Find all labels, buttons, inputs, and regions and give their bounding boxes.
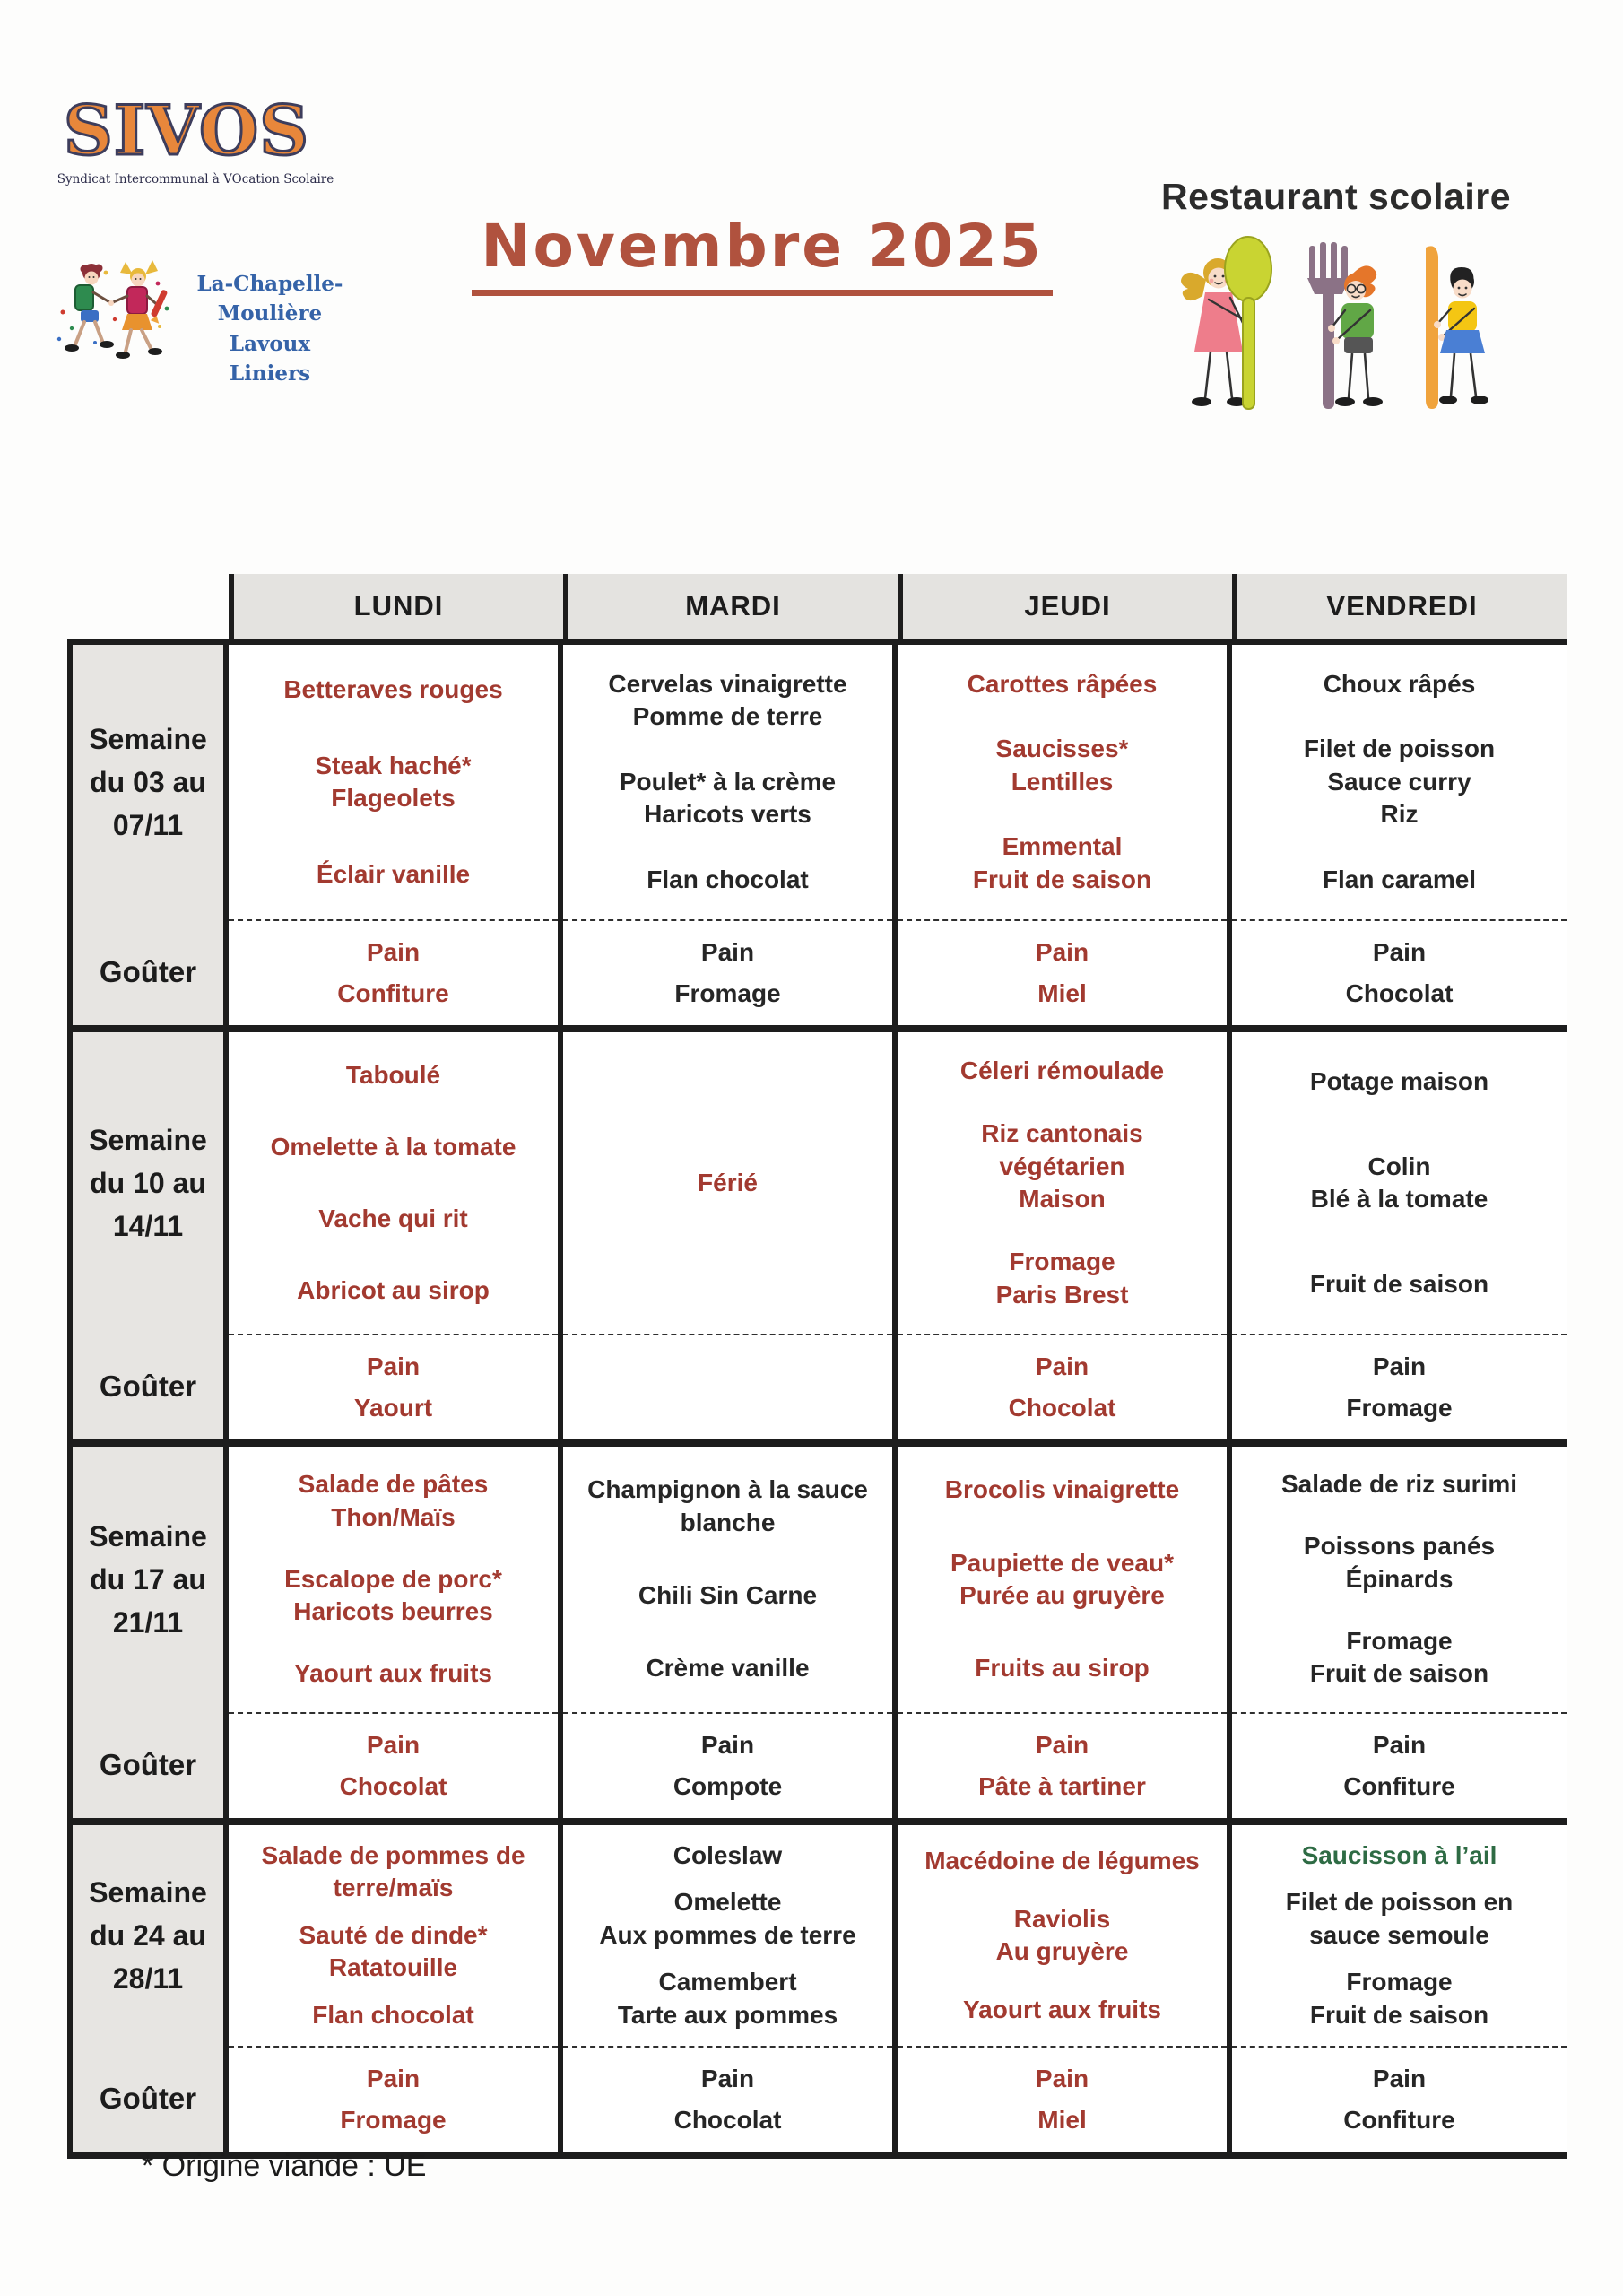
week-label <box>73 1447 223 1712</box>
week-label-line: du 03 au <box>90 766 206 798</box>
menu-line: Yaourt aux fruits <box>294 1659 492 1688</box>
menu-group <box>1310 1625 1488 1691</box>
menu-cell-week2-day2 <box>563 1032 898 1439</box>
menu-group <box>261 1839 525 1905</box>
menu-line: Crème vanille <box>646 1654 810 1683</box>
menu-line: Haricots beurres <box>293 1597 493 1626</box>
menu-cell-week3-day1 <box>229 1447 563 1818</box>
gouter-section <box>563 1334 892 1439</box>
gouter-section <box>1232 2046 1567 2152</box>
menu-line: Macédoine de légumes <box>924 1847 1200 1875</box>
menu-line: Salade de riz surimi <box>1281 1470 1517 1499</box>
menu-line: Colin <box>1367 1152 1431 1180</box>
menu-cell-main <box>1232 645 1567 919</box>
gouter-section <box>229 1334 558 1439</box>
menu-group <box>297 1274 490 1307</box>
menu-cell-week1-day4 <box>1232 645 1567 1025</box>
menu-line: Omelette à la tomate <box>270 1132 516 1161</box>
gouter-line: Fromage <box>1346 1394 1453 1422</box>
town-name: Lavoux <box>229 331 311 356</box>
menu-cell-main <box>229 645 558 919</box>
menu-cell-week3-day4 <box>1232 1447 1567 1818</box>
menu-cell-main <box>898 645 1227 919</box>
gouter-section <box>563 1712 892 1818</box>
gouter-line: Pain <box>1035 1352 1089 1380</box>
gouter-line: Pain <box>366 2064 421 2092</box>
menu-group <box>271 1131 516 1163</box>
menu-cell-week3-day3 <box>898 1447 1232 1818</box>
menu-line: Blé à la tomate <box>1310 1184 1488 1213</box>
menu-group <box>283 674 502 706</box>
week-label <box>73 1825 223 2046</box>
gouter-section <box>898 1334 1227 1439</box>
menu-line: Sauté de dinde* <box>299 1920 488 1949</box>
menu-cell-main <box>563 1032 892 1334</box>
menu-group <box>963 1994 1161 2026</box>
menu-line: Coleslaw <box>673 1841 783 1869</box>
menu-group <box>620 766 836 831</box>
menu-line: Poulet* à la crème <box>619 767 837 796</box>
menu-cell-main <box>563 1447 892 1712</box>
gouter-line: Yaourt <box>353 1394 433 1422</box>
menu-line: Emmental <box>1002 832 1123 861</box>
week-label-line: du 17 au <box>90 1563 206 1596</box>
menu-group <box>996 1246 1129 1311</box>
restaurant-illustration <box>1166 226 1497 441</box>
menu-line: terre/maïs <box>333 1874 454 1902</box>
week-label-line: 14/11 <box>112 1210 184 1242</box>
restaurant-heading: Restaurant scolaire <box>1160 176 1512 217</box>
menu-line: Saucisses* <box>995 735 1129 763</box>
menu-group <box>960 1055 1164 1087</box>
sivos-logo-text: SIVOS <box>63 91 310 170</box>
menu-group <box>1281 1468 1517 1500</box>
page-title: Novembre 2025 <box>472 212 1052 296</box>
menu-group <box>996 1903 1129 1969</box>
week-label <box>73 645 223 919</box>
day-header-lundi: LUNDI <box>229 574 563 639</box>
week-label-line: 07/11 <box>112 809 184 841</box>
menu-group <box>950 1547 1174 1613</box>
month-title-wrap <box>412 212 1112 296</box>
gouter-line: Pain <box>1035 1730 1089 1759</box>
menu-line: Brocolis vinaigrette <box>944 1475 1180 1504</box>
week-row-3 <box>67 1447 1567 1825</box>
table-body <box>67 645 1567 2159</box>
menu-line: Cervelas vinaigrette <box>608 670 847 698</box>
menu-line: Salade de pommes de <box>261 1841 525 1869</box>
menu-group <box>1310 1966 1488 2031</box>
menu-cell-main <box>563 645 892 919</box>
menu-line: Fromage <box>1346 1968 1453 1996</box>
week-label-line: Semaine <box>89 1520 207 1552</box>
gouter-line: Chocolat <box>1008 1394 1116 1422</box>
menu-line: Épinards <box>1345 1564 1454 1593</box>
menu-group <box>299 1468 489 1534</box>
menu-group <box>1323 864 1476 896</box>
menu-line: Riz cantonais <box>981 1119 1143 1148</box>
menu-group <box>608 668 846 734</box>
gouter-line: Pain <box>366 1730 421 1759</box>
menu-line: Fruits au sirop <box>975 1654 1150 1683</box>
menu-group <box>317 858 470 891</box>
menu-line: Flageolets <box>331 783 456 812</box>
menu-line: blanche <box>680 1508 776 1536</box>
menu-line: Haricots verts <box>644 800 812 829</box>
menu-cell-main <box>898 1032 1227 1334</box>
boy-figure <box>65 264 114 352</box>
menu-line: végétarien <box>999 1152 1125 1180</box>
menu-line: Fruit de saison <box>972 865 1152 893</box>
menu-line: Tarte aux pommes <box>617 2000 838 2029</box>
menu-line: Saucisson à l’ail <box>1301 1841 1497 1869</box>
gouter-line: Pain <box>366 1352 421 1380</box>
menu-line: Ratatouille <box>328 1953 458 1982</box>
gouter-section <box>898 2046 1227 2152</box>
town-name: Liniers <box>229 361 311 387</box>
menu-line: Éclair vanille <box>316 859 471 888</box>
menu-line: Yaourt aux fruits <box>963 1995 1161 2023</box>
table-header-row <box>67 574 1567 645</box>
gouter-line: Confiture <box>1343 1772 1455 1800</box>
week-row-2 <box>67 1032 1567 1447</box>
menu-group <box>647 864 808 896</box>
gouter-line: Pain <box>1035 937 1089 966</box>
menu-line: Choux râpés <box>1323 670 1476 698</box>
gouter-line: Pain <box>366 937 421 966</box>
menu-line: Flan chocolat <box>312 2000 474 2029</box>
menu-group <box>638 1579 817 1612</box>
menu-line: Riz <box>1380 800 1419 829</box>
week-label-cell <box>67 645 229 1025</box>
gouter-line: Confiture <box>337 979 449 1007</box>
menu-cell-week4-day1 <box>229 1825 563 2152</box>
menu-line: Omelette <box>673 1888 782 1917</box>
gouter-line: Pain <box>1372 937 1427 966</box>
menu-group <box>673 1839 782 1872</box>
confetti-dots <box>57 271 169 344</box>
menu-group <box>996 733 1129 798</box>
menu-cell-week2-day4 <box>1232 1032 1567 1439</box>
gouter-line: Chocolat <box>673 2106 782 2134</box>
week-label-line: 28/11 <box>112 1962 184 1995</box>
menu-cell-main <box>1232 1032 1567 1334</box>
menu-group <box>1310 1065 1488 1098</box>
day-header-jeudi: JEUDI <box>898 574 1232 639</box>
menu-line: Purée au gruyère <box>959 1581 1165 1609</box>
gouter-line: Pain <box>700 1730 755 1759</box>
menu-group <box>1286 1886 1514 1952</box>
day-header-vendredi: VENDREDI <box>1232 574 1567 639</box>
menu-group <box>698 1167 758 1199</box>
menu-line: Fruit de saison <box>1309 1659 1489 1688</box>
menu-line: Raviolis <box>1013 1904 1111 1933</box>
footnote: * Origine viande : UE <box>142 2149 427 2183</box>
menu-line: Fruit de saison <box>1309 2000 1489 2029</box>
menu-line: Pomme de terre <box>632 702 823 731</box>
gouter-line: Chocolat <box>1345 979 1454 1007</box>
sivos-kids-illustration <box>52 257 191 376</box>
menu-group <box>599 1886 855 1952</box>
menu-line: Carottes râpées <box>967 670 1158 698</box>
gouter-section <box>1232 1712 1567 1818</box>
menu-group <box>924 1845 1200 1877</box>
menu-group <box>1304 733 1495 831</box>
menu-cell-main <box>563 1825 892 2046</box>
week-label <box>73 1032 223 1334</box>
menu-line: Paris Brest <box>995 1280 1129 1309</box>
week-label-cell <box>67 1032 229 1439</box>
week-label-line: du 24 au <box>90 1919 206 1952</box>
gouter-line: Pain <box>1035 2064 1089 2092</box>
gouter-line: Pain <box>1372 1730 1427 1759</box>
week-label-line: du 10 au <box>90 1167 206 1199</box>
gouter-label: Goûter <box>99 2082 197 2115</box>
menu-cell-week1-day2 <box>563 645 898 1025</box>
gouter-section <box>229 2046 558 2152</box>
walking-kids-icon <box>52 257 191 371</box>
week-label-cell <box>67 1447 229 1818</box>
menu-line: Steak haché* <box>315 751 472 779</box>
menu-line: Sauce curry <box>1327 767 1471 796</box>
menu-group <box>1324 668 1476 700</box>
week-label-line: Semaine <box>89 1876 207 1909</box>
menu-line: Au gruyère <box>995 1936 1129 1965</box>
gouter-section <box>229 919 558 1025</box>
menu-group <box>945 1474 1179 1506</box>
menu-line: Filet de poisson en <box>1285 1888 1514 1917</box>
menu-line: Maison <box>1019 1184 1106 1213</box>
menu-line: Flan caramel <box>1322 865 1477 893</box>
menu-line: Céleri rémoulade <box>959 1056 1165 1084</box>
menu-cell-main <box>229 1825 558 2046</box>
menu-line: Salade de pâtes <box>298 1470 489 1499</box>
menu-line: Fromage <box>1009 1248 1115 1276</box>
menu-group <box>981 1118 1142 1215</box>
menu-line: Potage maison <box>1309 1067 1489 1096</box>
gouter-line: Compote <box>673 1772 783 1800</box>
menu-line: Champignon à la sauce <box>587 1475 868 1504</box>
gouter-line: Fromage <box>674 979 781 1007</box>
menu-group <box>646 1652 809 1684</box>
menu-cell-main <box>229 1032 558 1334</box>
week-row-1 <box>67 645 1567 1032</box>
menu-group <box>346 1059 440 1091</box>
boy-with-fork <box>1307 242 1383 409</box>
menu-group <box>284 1563 502 1629</box>
gouter-line: Pain <box>700 2064 755 2092</box>
menu-group <box>299 1919 487 1985</box>
gouter-line: Pain <box>1372 1352 1427 1380</box>
menu-group <box>587 1474 868 1539</box>
gouter-label: Goûter <box>99 955 197 988</box>
menu-group <box>618 1966 838 2031</box>
menu-line: Camembert <box>658 1968 797 1996</box>
menu-line: Poissons panés <box>1303 1532 1496 1561</box>
gouter-section <box>1232 1334 1567 1439</box>
sivos-caption: Syndicat Intercommunal à VOcation Scolaire <box>56 172 334 187</box>
gouter-section <box>898 919 1227 1025</box>
menu-cell-week1-day3 <box>898 645 1232 1025</box>
menu-line: Aux pommes de terre <box>599 1920 856 1949</box>
menu-cell-main <box>1232 1447 1567 1712</box>
menu-line: Taboulé <box>345 1060 441 1089</box>
gouter-label: Goûter <box>99 1748 197 1781</box>
menu-line: Chili Sin Carne <box>638 1581 818 1609</box>
menu-line: Lentilles <box>1011 767 1114 796</box>
sivos-towns <box>176 269 364 388</box>
week-label-cell <box>67 1825 229 2152</box>
menu-cell-main <box>898 1447 1227 1712</box>
menu-cell-week4-day4 <box>1232 1825 1567 2152</box>
gouter-line: Pain <box>700 937 755 966</box>
gouter-line: Confiture <box>1343 2106 1455 2134</box>
menu-cell-main <box>1232 1825 1567 2046</box>
gouter-section <box>563 919 892 1025</box>
menu-line: Escalope de porc* <box>284 1564 502 1593</box>
town-name: La-Chapelle-Moulière <box>196 272 343 326</box>
girl-figure <box>108 260 168 359</box>
gouter-section <box>898 1712 1227 1818</box>
gouter-line: Chocolat <box>339 1772 447 1800</box>
menu-cell-week1-day1 <box>229 645 563 1025</box>
gouter-section <box>1232 919 1567 1025</box>
gouter-line: Miel <box>1037 979 1087 1007</box>
gouter-section <box>229 1712 558 1818</box>
menu-line: Filet de poisson <box>1303 735 1496 763</box>
kid-with-knife <box>1426 246 1488 409</box>
menu-line: Fromage <box>1346 1626 1453 1655</box>
gouter-section <box>563 2046 892 2152</box>
sivos-logo-block <box>52 91 375 387</box>
gouter-line: Pain <box>1372 2064 1427 2092</box>
week-label-line: Semaine <box>89 1124 207 1156</box>
menu-cell-week4-day3 <box>898 1825 1232 2152</box>
menu-line: Fruit de saison <box>1309 1269 1489 1298</box>
menu-line: Abricot au sirop <box>297 1275 490 1304</box>
week-label-line: Semaine <box>89 723 207 755</box>
menu-cell-week3-day2 <box>563 1447 898 1818</box>
menu-group <box>318 1203 468 1235</box>
gouter-label: Goûter <box>99 1370 197 1403</box>
menu-cell-main <box>229 1447 558 1712</box>
menu-group <box>968 668 1158 700</box>
menu-group <box>294 1657 492 1690</box>
menu-group <box>1304 1530 1495 1596</box>
menu-line: Vache qui rit <box>318 1204 468 1232</box>
menu-cell-main <box>898 1825 1227 2046</box>
kids-with-cutlery-icon <box>1166 226 1497 437</box>
gouter-line: Pâte à tartiner <box>978 1772 1146 1800</box>
header-empty-cell <box>67 574 229 639</box>
menu-group <box>975 1652 1149 1684</box>
menu-line: sauce semoule <box>1309 1920 1489 1949</box>
week-row-4 <box>67 1825 1567 2159</box>
menu-line: Thon/Maïs <box>331 1502 456 1531</box>
menu-cell-week2-day1 <box>229 1032 563 1439</box>
menu-group <box>1311 1151 1488 1216</box>
menu-group <box>1310 1268 1488 1300</box>
day-header-mardi: MARDI <box>563 574 898 639</box>
menu-line: Paupiette de veau* <box>950 1548 1174 1577</box>
menu-table <box>67 574 1567 2159</box>
menu-cell-week4-day2 <box>563 1825 898 2152</box>
menu-line: Flan chocolat <box>647 865 809 893</box>
menu-group <box>973 831 1151 896</box>
gouter-line: Fromage <box>340 2106 447 2134</box>
menu-group <box>312 1999 473 2031</box>
menu-cell-week2-day3 <box>898 1032 1232 1439</box>
gouter-line: Miel <box>1037 2106 1087 2134</box>
menu-group <box>1302 1839 1497 1872</box>
menu-line: Betteraves rouges <box>283 675 503 704</box>
menu-group <box>315 750 471 815</box>
girl-with-spoon <box>1181 237 1271 409</box>
week-label-line: 21/11 <box>112 1606 184 1639</box>
menu-line: Férié <box>698 1168 758 1196</box>
